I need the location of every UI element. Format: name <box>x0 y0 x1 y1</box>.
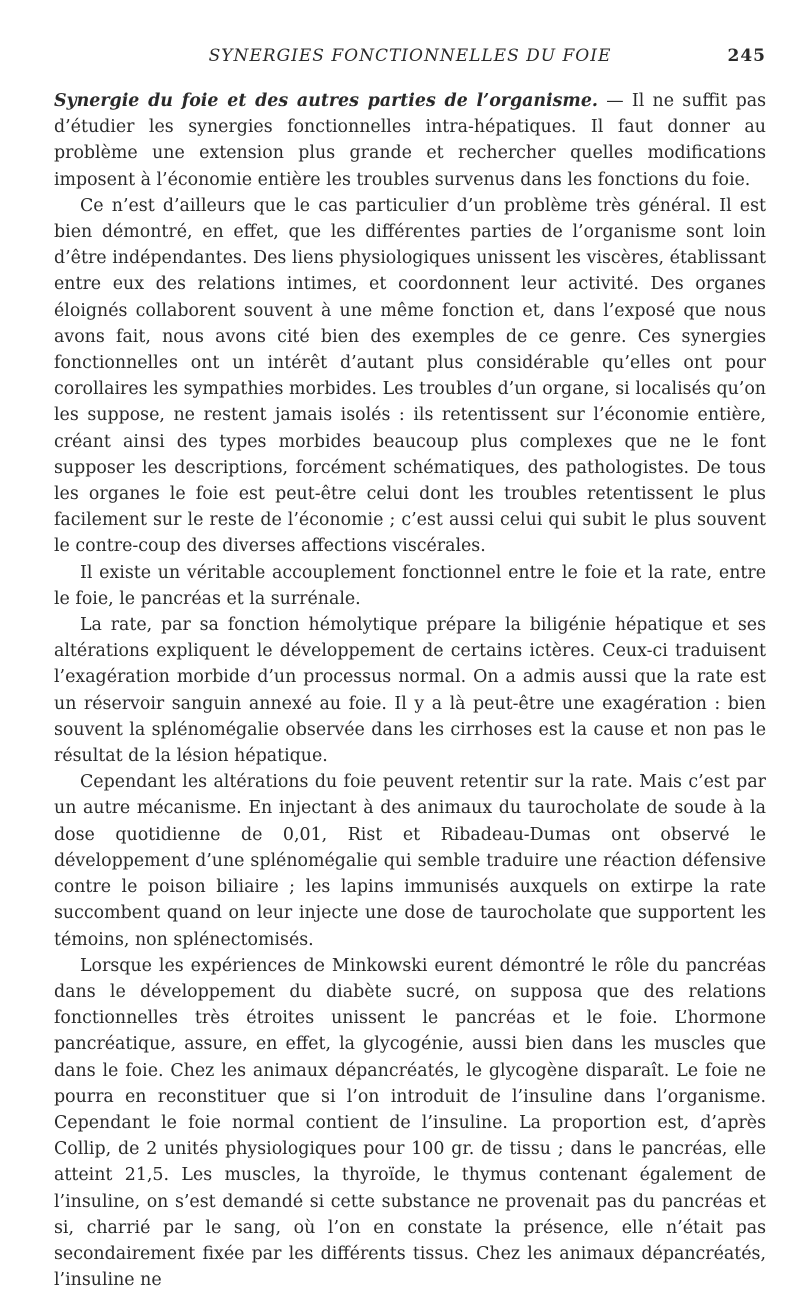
paragraph-3: Il existe un véritable accouplement fonctionnel entre le foie et la rate, entre le foie, le pancréas et la surrénale. <box>54 562 766 609</box>
book-page <box>54 46 766 1293</box>
section-heading: Synergie du foie et des autres parties de l’organisme. <box>54 91 598 111</box>
running-head <box>54 46 766 74</box>
paragraph-1 <box>54 88 766 193</box>
running-head-title: SYNERGIES FONCTIONNELLES DU FOIE <box>208 46 612 66</box>
paragraph-6: Lorsque les expériences de Minkowski eurent démontré le rôle du pancréas dans le développement du diabète sucré, on supposa que des relations fonctionnelles très étroites unissent le pancréas et le foie. L’hormone pancréatique, assure, en effet, la glycogénie, aussi bien dans les muscles que dans le foie. Chez les animaux dépancréatés, le glycogène disparaît. Le foie ne pourra en reconstituer que si l’on introduit de l’insuline dans l’organisme. Cependant le foie normal contient de l’insuline. La proportion est, d’après Collip, de 2 unités physiologiques pour 100 gr. de tissu ; dans le pancréas, elle atteint 21,5. Les muscles, la thyroïde, le thymus contenant également de l’insuline, on s’est demandé si cette substance ne provenait pas du pancréas et si, charrié par le sang, où l’on en constate la présence, elle n’était pas secondairement fixée par les différents tissus. Chez les animaux dépancréatés, l’insuline ne <box>54 955 766 1291</box>
heading-dash: — <box>597 91 632 111</box>
paragraph-4: La rate, par sa fonction hémolytique prépare la biligénie hépatique et ses altérations expliquent le développement de certains ictères. Ceux-ci traduisent l’exagération morbide d’un processus normal. On a admis aussi que la rate est un réservoir sanguin annexé au foie. Il y a là peut-être une exagération : bien souvent la splénomégalie observée dans les cirrhoses est la cause et non pas le résultat de la lésion hépatique. <box>54 615 766 767</box>
paragraph-1-text: Il ne suffit pas d’étudier les synergies fonctionnelles intra-hépatiques. Il faut donner au problème une extension plus grande et rechercher quelles modifications imposent à l’économie entière les troubles survenus dans les fonctions du foie. <box>54 91 766 190</box>
paragraph-2: Ce n’est d’ailleurs que le cas particulier d’un problème très général. Il est bien démontré, en effet, que les différentes parties de l’organisme sont loin d’être indépendantes. Des liens physiologiques unissent les viscères, établissant entre eux des relations intimes, et coordonnent leur activité. Des organes éloignés collaborent souvent à une même fonction et, dans l’exposé que nous avons fait, nous avons cité bien des exemples de ce genre. Ces synergies fonctionnelles ont un intérêt d’autant plus considérable qu’elles ont pour corollaires les sympathies morbides. Les troubles d’un organe, si localisés qu’on les suppose, ne restent jamais isolés : ils retentissent sur l’économie entière, créant ainsi des types morbides beaucoup plus complexes que ne le font supposer les descriptions, forcément schématiques, des pathologistes. De tous les organes le foie est peut-être celui dont les troubles retentissent le plus facilement sur le reste de l’économie ; c’est aussi celui qui subit le plus souvent le contre-coup des diverses affections viscérales. <box>54 195 766 557</box>
page-number: 245 <box>727 46 766 66</box>
paragraph-5: Cependant les altérations du foie peuvent retentir sur la rate. Mais c’est par un autre mécanisme. En injectant à des animaux du taurocholate de soude à la dose quotidienne de 0,01, Rist et Ribadeau-Dumas ont observé le développement d’une splénomégalie qui semble traduire une réaction défensive contre le poison biliaire ; les lapins immunisés auxquels on extirpe la rate succombent quand on leur injecte une dose de taurocholate que supportent les témoins, non splénectomisés. <box>54 772 766 950</box>
body-text <box>54 88 766 1293</box>
